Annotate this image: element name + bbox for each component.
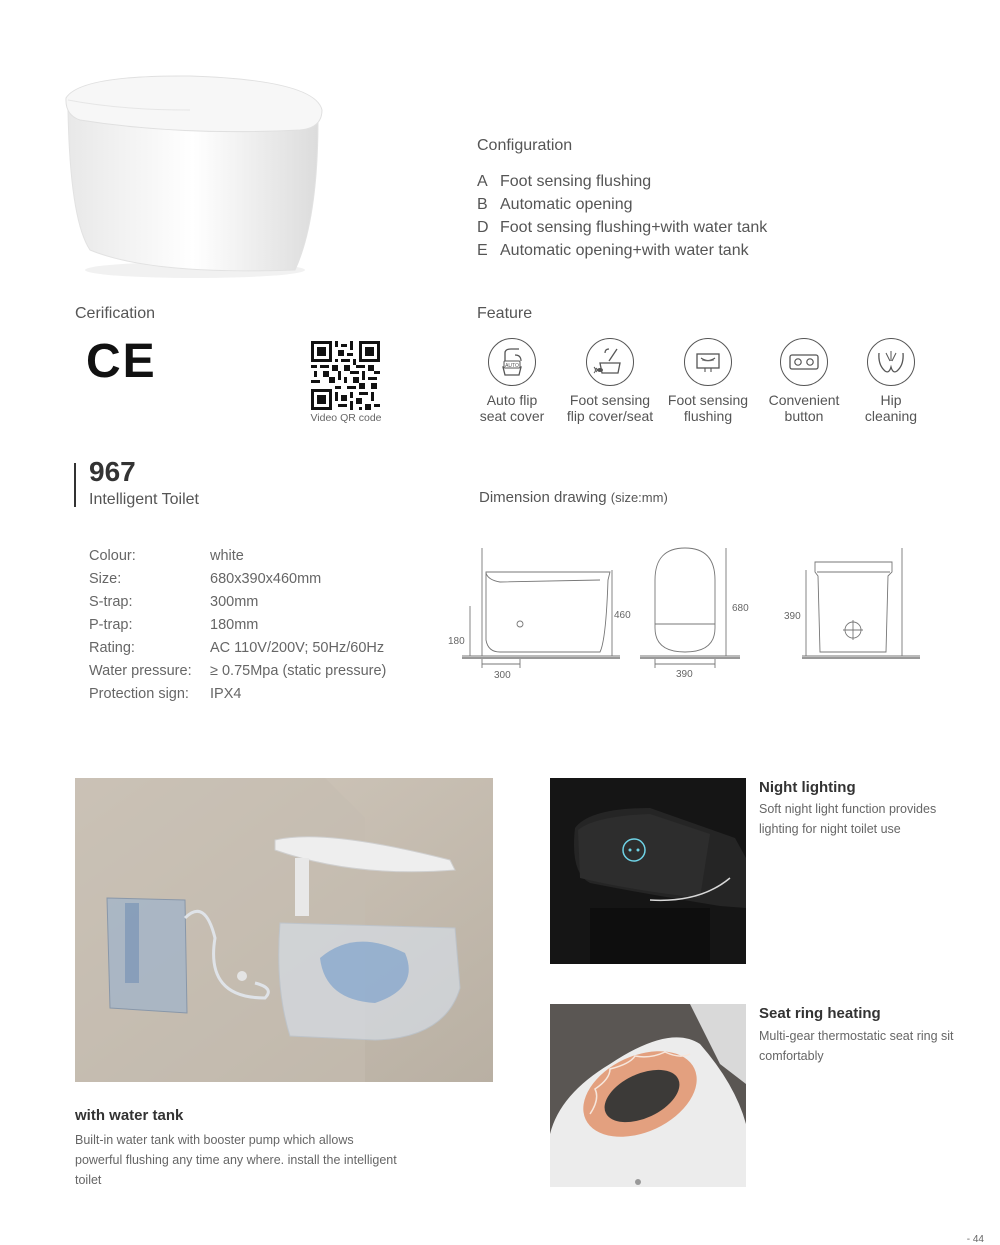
auto-badge: AUTO [505,362,519,369]
spec-row: Size: 680x390x460mm [89,571,322,587]
spec-row: P-trap: 180mm [89,617,259,633]
feature-foot-sensing-flushing [658,338,758,424]
spec-table [89,548,386,709]
heating-title: Seat ring heating [759,1005,881,1022]
seat-heating-image [550,1004,746,1187]
night-title: Night lighting [759,779,856,796]
dim-label-390-width: 390 [676,669,693,680]
config-item: A Foot sensing flushing [477,173,652,190]
feature-label-line1: Auto flip [486,392,538,408]
spec-row: S-trap: 300mm [89,594,259,610]
config-item: D Foot sensing flushing+with water tank [477,219,768,236]
configuration-list [477,170,767,262]
feature-label-line1: Foot sensing [667,392,749,408]
feature-label-line1: Convenient [768,392,840,408]
dim-label-390-height: 390 [784,611,801,622]
configuration-title: Configuration [477,137,573,154]
feature-label-line2: seat cover [479,408,545,424]
config-item: B Automatic opening [477,196,633,213]
button-icon [781,339,827,385]
feature-label-line1: Foot sensing [569,392,651,408]
dim-label-680: 680 [732,603,749,614]
feature-convenient-button [754,338,854,424]
feature-auto-flip [462,338,562,424]
spec-row: Protection sign: IPX4 [89,686,242,702]
dim-label-180: 180 [448,636,465,647]
dim-label-300: 300 [494,670,511,681]
video-qr-code[interactable] [311,341,380,410]
feature-label-line2: cleaning [864,408,918,424]
spec-row: Rating: AC 110V/200V; 50Hz/60Hz [89,640,385,656]
feature-hip-cleaning [841,338,941,424]
page-number: - 44 [966,1234,984,1245]
night-lighting-image [550,778,746,964]
foot-sensing-flip-icon [587,339,633,385]
feature-foot-sensing-flip [560,338,660,424]
water-tank-image [75,778,493,1082]
hip-cleaning-icon [868,339,914,385]
tank-title: with water tank [75,1107,184,1124]
product-toilet-image [60,70,330,280]
spec-row: Colour: white [89,548,244,564]
qr-caption: Video QR code [310,412,382,424]
config-item: E Automatic opening+with water tank [477,242,749,259]
heating-description: Multi-gear thermostatic seat ring sit comfortably [759,1029,954,1063]
certification-title: Cerification [75,305,156,322]
auto-flip-icon [489,339,535,385]
night-description: Soft night light function provides lighting for night toilet use [759,802,937,836]
feature-label-line1: Hip [880,392,902,408]
foot-sensing-flush-icon [685,339,731,385]
dim-label-460: 460 [614,610,631,621]
spec-row: Water pressure: ≥ 0.75Mpa (static pressure) [89,663,387,679]
model-divider [74,463,76,507]
tank-description: Built-in water tank with booster pump which allows powerful flushing any time any where. install the intelligent toilet [75,1133,397,1187]
feature-label-line2: flushing [683,408,733,424]
ce-mark: CE [86,335,157,388]
feature-label-line2: button [784,408,824,424]
product-name: Intelligent Toilet [89,491,199,508]
feature-label-line2: flip cover/seat [566,408,654,424]
model-number: 967 [89,456,136,487]
dimension-title: Dimension drawing (size:mm) [479,489,668,506]
feature-title: Feature [477,305,533,322]
dimension-drawing [440,540,930,685]
